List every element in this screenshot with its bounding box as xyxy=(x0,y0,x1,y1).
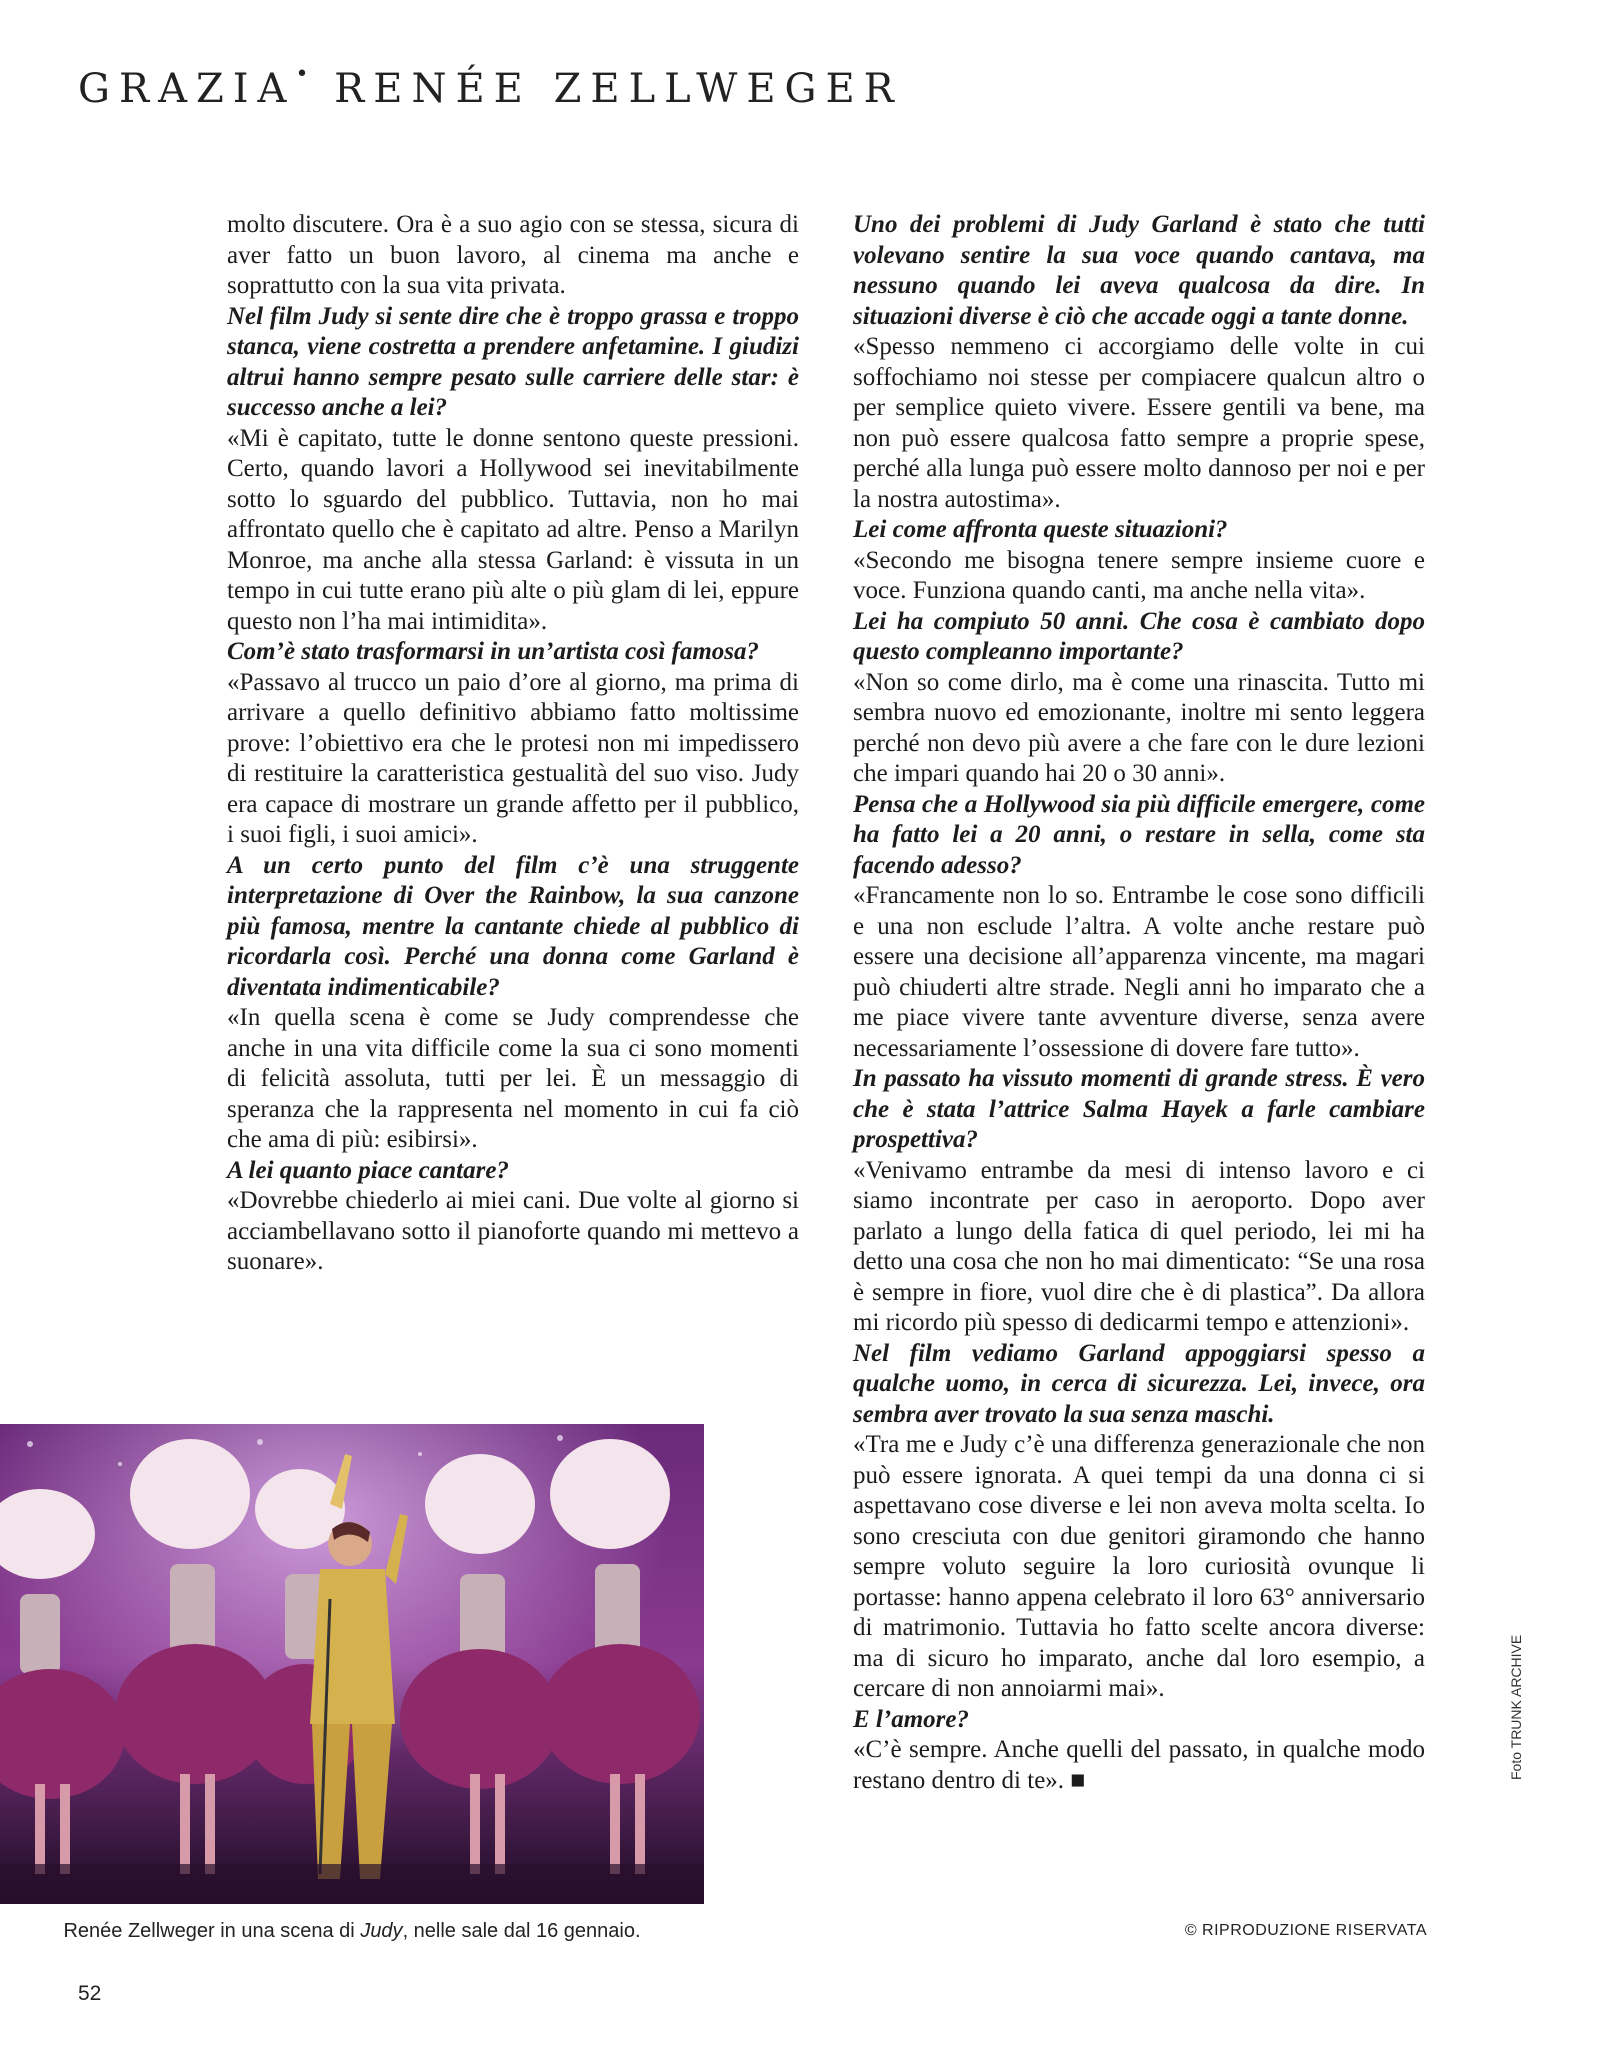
caption-text-before: Renée Zellweger in una scena di xyxy=(63,1920,361,1942)
film-scene-photo xyxy=(0,1424,704,1904)
copyright-notice: © RIPRODUZIONE RISERVATA xyxy=(1184,1922,1427,1939)
article-title: RENÉE ZELLWEGER xyxy=(334,66,903,112)
photo-caption xyxy=(0,1920,704,1943)
header-dot: • xyxy=(295,62,313,87)
interview-answer: «Tra me e Judy c’è una differenza generazionale che non può essere ignorata. A quei tempi da una donna ci si aspettavano cose diverse e lei non aveva molta scelta. Io sono cresciuta con due genitori giramondo che hanno sempre voluto seguire la loro curiosità ovunque li portasse: hanno appena celebrato il loro 63° anniversario di matrimonio. Tuttavia ho fatto scelte ancora diverse: ma di sicuro ho imparato, anche dal loro esempio, a cercare di non annoiarmi mai». xyxy=(853,1431,1425,1702)
page-number: 52 xyxy=(78,1982,102,2005)
interview-answer: «In quella scena è come se Judy comprendesse che anche in una vita difficile come la sua ci sono momenti di felicità assoluta, tutti per lei. È un messaggio di speranza che la rappresenta nel momento in cui fa ciò che ama di più: esibirsi». xyxy=(227,1004,799,1153)
caption-text-after: , nelle sale dal 16 gennaio. xyxy=(402,1920,641,1942)
interview-answer: «Passavo al trucco un paio d’ore al giorno, ma prima di arrivare a quello definitivo abbiamo fatto moltissime prove: l’obiettivo era che le protesi non mi impedissero di restituire la caratteristica gestualità del suo viso. Judy era capace di mostrare un grande affetto per il pubblico, i suoi figli, i suoi amici». xyxy=(227,668,799,848)
interview-answer: molto discutere. Ora è a suo agio con se stessa, sicura di aver fatto un buon lavoro, al cinema ma anche e soprattutto con la sua vita privata. xyxy=(227,211,799,299)
interview-answer: «Non so come dirlo, ma è come una rinascita. Tutto mi sembra nuovo ed emozionante, inoltre mi sento leggera perché non devo più avere a che fare con le dure lezioni che impari quando hai 20 o 30 anni». xyxy=(853,668,1425,787)
text-column-1 xyxy=(227,210,799,1278)
interview-answer: «Spesso nemmeno ci accorgiamo delle volte in cui soffochiamo noi stesse per compiacere qualcun altro o per semplice quieto vivere. Essere gentili va bene, ma non può essere qualcosa fatto sempre a proprie spese, perché alla lunga può essere molto dannoso per noi e per la nostra autostima». xyxy=(853,333,1425,513)
interview-answer: «Secondo me bisogna tenere sempre insieme cuore e voce. Funziona quando canti, ma anche nella vita». xyxy=(853,546,1425,604)
interview-answer: «Mi è capitato, tutte le donne sentono queste pressioni. Certo, quando lavori a Hollywood sei inevitabilmente sotto lo sguardo del pubblico. Tuttavia, non ho mai affrontato quello che è capitato ad altre. Penso a Marilyn Monroe, ma anche alla stessa Garland: è vissuta in un tempo in cui tutte erano più alte o più glam di lei, eppure questo non l’ha mai intimidita». xyxy=(227,424,799,635)
interview-question: Lei ha compiuto 50 anni. Che cosa è cambiato dopo questo compleanno importante? xyxy=(853,607,1425,665)
interview-question: In passato ha vissuto momenti di grande stress. È vero che è stata l’attrice Salma Hayek a farle cambiare prospettiva? xyxy=(853,1065,1425,1153)
interview-answer: «Venivamo entrambe da mesi di intenso lavoro e ci siamo incontrate per caso in aeroporto. Dopo aver parlato a lungo della fatica di quel periodo, lei mi ha detto una cosa che non ho mai dimenticato: “Se una rosa è sempre in fiore, vuol dire che è di plastica”. Da allora mi ricordo più spesso di dedicarmi tempo e attenzioni». xyxy=(853,1156,1425,1336)
interview-answer: «Dovrebbe chiederlo ai miei cani. Due volte al giorno si acciambellavano sotto il pianoforte quando mi mettevo a suonare». xyxy=(227,1187,799,1275)
interview-question: E l’amore? xyxy=(853,1705,969,1733)
interview-question: A lei quanto piace cantare? xyxy=(227,1156,509,1184)
caption-film-title: Judy xyxy=(360,1920,403,1942)
text-column-2 xyxy=(853,210,1425,1796)
interview-question: Lei come affronta queste situazioni? xyxy=(853,516,1228,543)
interview-question: Nel film Judy si sente dire che è troppo grassa e troppo stanca, viene costretta a prendere anfetamine. I giudizi altrui hanno sempre pesato sulle carriere delle star: è successo anche a lei? xyxy=(227,302,799,421)
interview-question: Nel film vediamo Garland appoggiarsi spesso a qualche uomo, in cerca di sicurezza. Lei, invece, ora sembra aver trovato la sua senza maschi. xyxy=(853,1339,1425,1428)
interview-question: Pensa che a Hollywood sia più difficile emergere, come ha fatto lei a 20 anni, o restare in sella, come sta facendo adesso? xyxy=(853,790,1425,879)
interview-answer: «Francamente non lo so. Entrambe le cose sono difficili e una non esclude l’altra. A volte anche restare può essere una decisione all’apparenza vincente, ma magari può chiuderti altre strade. Negli anni ho imparato che a me piace vivere tante avventure diverse, senza avere necessariamente l’ossessione di dovere fare tutto». xyxy=(853,882,1425,1062)
magazine-header xyxy=(78,62,903,112)
interview-answer: «C’è sempre. Anche quelli del passato, in qualche modo restano dentro di te». ■ xyxy=(853,1736,1425,1794)
interview-question: A un certo punto del film c’è una struggente interpretazione di Over the Rainbow, la sua canzone più famosa, mentre la cantante chiede al pubblico di ricordarla così. Perché una donna come Garland è diventata indimenticabile? xyxy=(227,851,799,1001)
interview-question: Uno dei problemi di Judy Garland è stato che tutti volevano sentire la sua voce quando cantava, ma nessuno quando lei aveva qualcosa da dire. In situazioni diverse è ciò che accade oggi a tante donne. xyxy=(853,211,1425,330)
interview-question: Com’è stato trasformarsi in un’artista così famosa? xyxy=(227,638,760,665)
brand-name: GRAZIA xyxy=(78,66,296,112)
photo-credit: Foto TRUNK ARCHIVE xyxy=(1508,1634,1524,1780)
